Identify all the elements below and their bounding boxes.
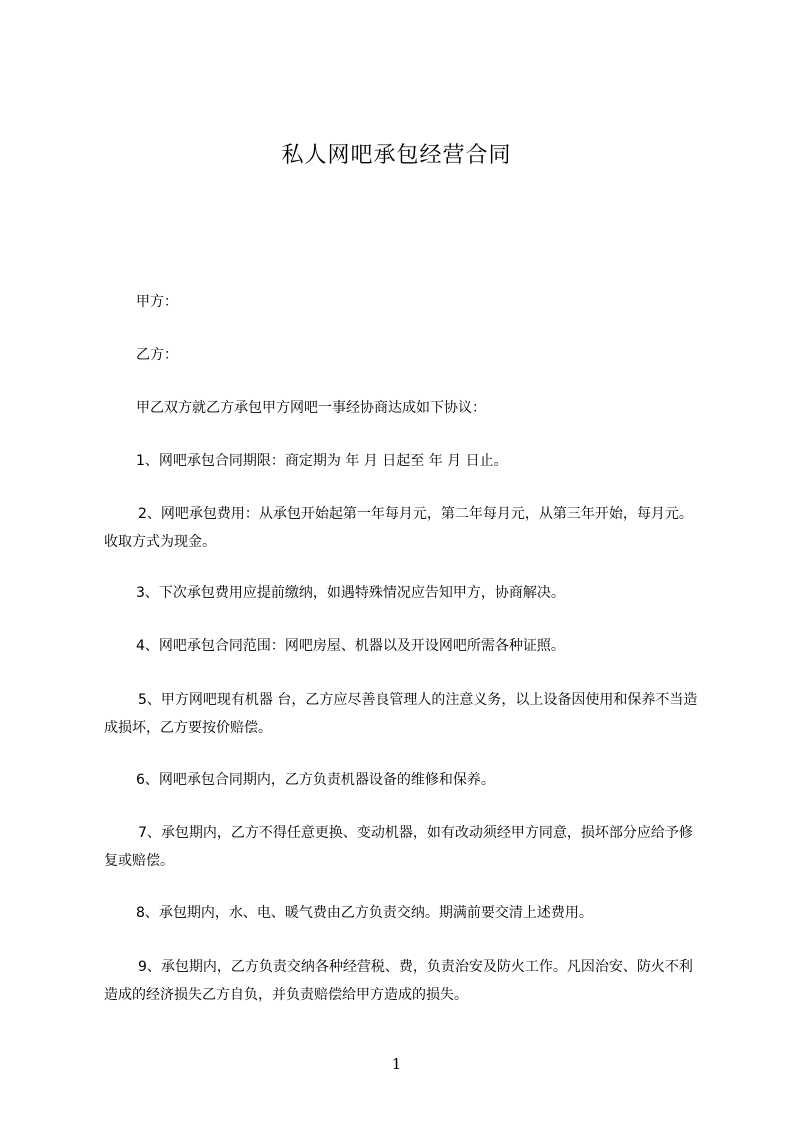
party-b-line: 乙方： — [136, 347, 178, 363]
clause-5: 5、甲方网吧现有机器 台，乙方应尽善良管理人的注意义务，以上设备因使用和保养不当造成损坏，乙方要按价赔偿。 — [104, 692, 698, 736]
agreement-intro: 甲乙双方就乙方承包甲方网吧一事经协商达成如下协议： — [136, 400, 486, 416]
clause-8: 8、承包期内，水、电、暖气费由乙方负责交纳。期满前要交清上述费用。 — [136, 905, 593, 921]
clause-1: 1、网吧承包合同期限：商定期为 年 月 日起至 年 月 日止。 — [136, 453, 508, 469]
party-a-line: 甲方： — [136, 294, 178, 310]
clause-4: 4、网吧承包合同范围：网吧房屋、机器以及开设网吧所需各种证照。 — [136, 638, 565, 654]
clause-3: 3、下次承包费用应提前缴纳，如遇特殊情况应告知甲方，协商解决。 — [136, 585, 565, 601]
clause-9: 9、承包期内，乙方负责交纳各种经营税、费，负责治安及防火工作。凡因治安、防火不利造成的经济损失乙方自负，并负责赔偿给甲方造成的损失。 — [104, 959, 693, 1003]
document-title: 私人网吧承包经营合同 — [281, 143, 512, 168]
clause-6: 6、网吧承包合同期内，乙方负责机器设备的维修和保养。 — [136, 772, 495, 788]
clause-7: 7、承包期内，乙方不得任意更换、变动机器，如有改动须经甲方同意，损坏部分应给予修复或赔偿。 — [104, 825, 693, 869]
clause-2: 2、网吧承包费用：从承包开始起第一年每月元，第二年每月元，从第三年开始，每月元。收取方式为现金。 — [104, 506, 693, 550]
page-number: 1 — [391, 1055, 402, 1073]
